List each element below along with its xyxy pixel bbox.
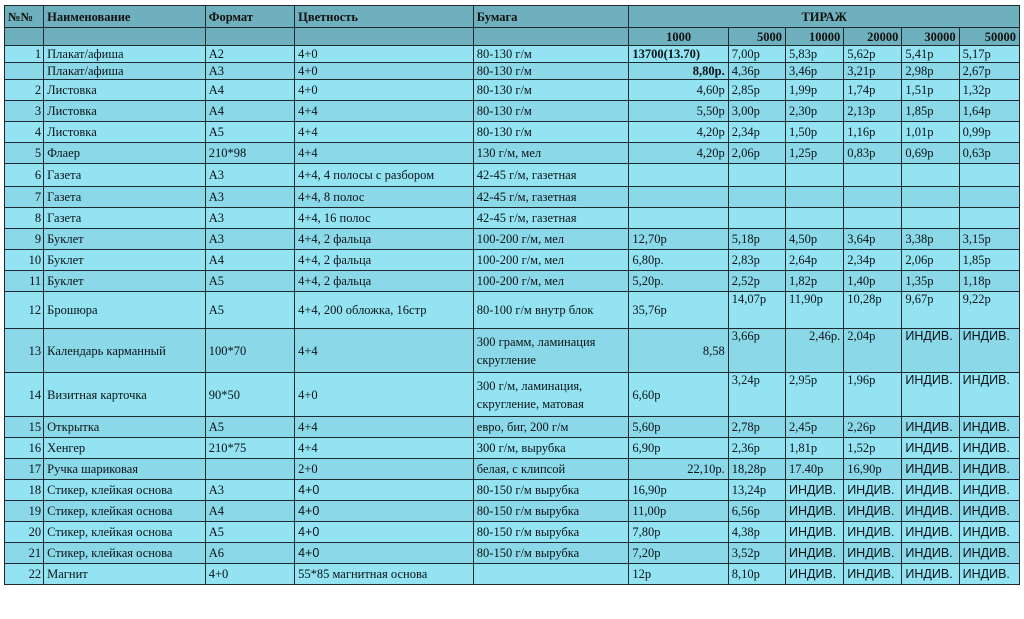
price-cell: [959, 208, 1019, 229]
price-cell: 1,32р: [959, 80, 1019, 101]
item-format: A5: [205, 271, 294, 292]
price-cell: 0,69р: [902, 143, 959, 164]
price-cell: ИНДИВ.: [959, 417, 1019, 438]
price-cell: ИНДИВ.: [959, 501, 1019, 522]
price-table-body: [5, 6, 1020, 585]
item-paper: 80-130 г/м: [473, 46, 629, 63]
table-row: [5, 229, 1020, 250]
item-paper: 80-130 г/м: [473, 101, 629, 122]
item-format: [205, 459, 294, 480]
price-cell: [728, 208, 785, 229]
price-cell: 14,07р: [728, 292, 785, 329]
table-row: [5, 417, 1020, 438]
price-cell: 3,21р: [844, 63, 902, 80]
item-paper: 100-200 г/м, мел: [473, 271, 629, 292]
item-paper: 300 грамм, ламинация скругление: [473, 329, 629, 373]
item-name: Плакат/афиша: [44, 63, 206, 80]
price-cell: 6,80р.: [629, 250, 728, 271]
price-cell: 7,20р: [629, 543, 728, 564]
price-cell: [844, 164, 902, 187]
item-color: 4+4, 16 полос: [295, 208, 474, 229]
item-format: A5: [205, 292, 294, 329]
item-format: A3: [205, 480, 294, 501]
header-blank-cell: [205, 28, 294, 46]
price-cell: 2,67р: [959, 63, 1019, 80]
price-cell: [902, 208, 959, 229]
item-format: 90*50: [205, 373, 294, 417]
row-number: 8: [5, 208, 44, 229]
table-row: [5, 80, 1020, 101]
item-paper: белая, с клипсой: [473, 459, 629, 480]
price-cell: [785, 208, 843, 229]
quantity-50000: 50000: [959, 28, 1019, 46]
price-cell: 4,36р: [728, 63, 785, 80]
table-row: [5, 564, 1020, 585]
price-cell: 10,28р: [844, 292, 902, 329]
price-cell: 12р: [629, 564, 728, 585]
price-cell: [902, 164, 959, 187]
item-color: 4+0: [295, 543, 474, 564]
item-format: 210*98: [205, 143, 294, 164]
item-format: A3: [205, 229, 294, 250]
item-paper: 80-150 г/м вырубка: [473, 501, 629, 522]
price-cell: ИНДИВ.: [902, 564, 959, 585]
row-number: 17: [5, 459, 44, 480]
price-cell: ИНДИВ.: [844, 480, 902, 501]
row-number: 7: [5, 187, 44, 208]
item-name: Флаер: [44, 143, 206, 164]
row-number: 3: [5, 101, 44, 122]
table-row: [5, 438, 1020, 459]
price-cell: 2,98р: [902, 63, 959, 80]
price-cell: 2,34р: [844, 250, 902, 271]
item-paper: 80-150 г/м вырубка: [473, 522, 629, 543]
item-color: 55*85 магнитная основа: [295, 564, 474, 585]
price-cell: 2,06р: [902, 250, 959, 271]
price-cell: [959, 187, 1019, 208]
table-row: [5, 522, 1020, 543]
table-row: [5, 250, 1020, 271]
item-paper: 42-45 г/м, газетная: [473, 164, 629, 187]
price-cell: 2,46р.: [785, 329, 843, 373]
price-cell: 16,90р: [844, 459, 902, 480]
row-number: 21: [5, 543, 44, 564]
price-cell: 2,78р: [728, 417, 785, 438]
header-color: Цветность: [295, 6, 474, 28]
price-cell: [902, 187, 959, 208]
price-cell: 2,52р: [728, 271, 785, 292]
price-cell: 4,38р: [728, 522, 785, 543]
header-blank-cell: [473, 28, 629, 46]
price-cell: 3,66р: [728, 329, 785, 373]
row-number: 12: [5, 292, 44, 329]
table-row: [5, 373, 1020, 417]
price-sheet: [4, 5, 1020, 585]
table-row: [5, 143, 1020, 164]
row-number: 9: [5, 229, 44, 250]
item-color: 4+4: [295, 101, 474, 122]
price-cell: 2,04р: [844, 329, 902, 373]
item-paper: 42-45 г/м, газетная: [473, 208, 629, 229]
table-row: [5, 329, 1020, 373]
item-color: 4+4: [295, 143, 474, 164]
price-cell: 3,46р: [785, 63, 843, 80]
price-cell: ИНДИВ.: [844, 564, 902, 585]
item-paper: 100-200 г/м, мел: [473, 229, 629, 250]
price-cell: 13700(13.70): [629, 46, 728, 63]
price-cell: 1,25р: [785, 143, 843, 164]
item-format: A4: [205, 250, 294, 271]
quantity-10000: 10000: [785, 28, 843, 46]
price-cell: 5,62р: [844, 46, 902, 63]
item-name: Газета: [44, 187, 206, 208]
item-color: 4+4: [295, 122, 474, 143]
item-color: 2+0: [295, 459, 474, 480]
row-number: 10: [5, 250, 44, 271]
row-number: 4: [5, 122, 44, 143]
row-number: 5: [5, 143, 44, 164]
price-cell: 2,45р: [785, 417, 843, 438]
item-name: Ручка шариковая: [44, 459, 206, 480]
table-row: [5, 164, 1020, 187]
price-cell: 8,58: [629, 329, 728, 373]
item-paper: евро, биг, 200 г/м: [473, 417, 629, 438]
price-cell: 2,64р: [785, 250, 843, 271]
table-row: [5, 543, 1020, 564]
item-name: Брошюра: [44, 292, 206, 329]
price-cell: 5,20р.: [629, 271, 728, 292]
price-cell: 16,90р: [629, 480, 728, 501]
price-cell: 7,80р: [629, 522, 728, 543]
price-cell: 5,83р: [785, 46, 843, 63]
price-cell: 6,56р: [728, 501, 785, 522]
price-cell: 5,41р: [902, 46, 959, 63]
table-row: [5, 459, 1020, 480]
price-cell: 17.40р: [785, 459, 843, 480]
price-cell: [844, 208, 902, 229]
price-cell: ИНДИВ.: [902, 373, 959, 417]
price-cell: 1,82р: [785, 271, 843, 292]
price-cell: 1,81р: [785, 438, 843, 459]
price-cell: ИНДИВ.: [959, 543, 1019, 564]
price-cell: 5,60р: [629, 417, 728, 438]
price-cell: 0,83р: [844, 143, 902, 164]
item-color: 4+4, 2 фальца: [295, 250, 474, 271]
price-cell: 22,10р.: [629, 459, 728, 480]
item-color: 4+0: [295, 522, 474, 543]
price-cell: [629, 164, 728, 187]
table-row: [5, 101, 1020, 122]
quantity-1000: 1000: [629, 28, 728, 46]
price-cell: 2,85р: [728, 80, 785, 101]
quantity-20000: 20000: [844, 28, 902, 46]
price-cell: 4,20р: [629, 143, 728, 164]
price-cell: 3,64р: [844, 229, 902, 250]
item-color: 4+0: [295, 63, 474, 80]
price-cell: ИНДИВ.: [902, 543, 959, 564]
header-paper: Бумага: [473, 6, 629, 28]
header-blank-cell: [5, 28, 44, 46]
quantity-5000: 5000: [728, 28, 785, 46]
price-cell: ИНДИВ.: [785, 522, 843, 543]
price-cell: ИНДИВ.: [959, 564, 1019, 585]
item-name: Газета: [44, 164, 206, 187]
item-name: Газета: [44, 208, 206, 229]
row-number: 18: [5, 480, 44, 501]
price-cell: 7,00р: [728, 46, 785, 63]
table-row: [5, 63, 1020, 80]
price-cell: 1,40р: [844, 271, 902, 292]
table-row: [5, 46, 1020, 63]
row-number: 19: [5, 501, 44, 522]
header-row: [5, 6, 1020, 28]
price-cell: 1,51р: [902, 80, 959, 101]
item-format: A3: [205, 208, 294, 229]
price-cell: ИНДИВ.: [844, 522, 902, 543]
header-blank-cell: [295, 28, 474, 46]
price-cell: 18,28р: [728, 459, 785, 480]
price-cell: ИНДИВ.: [844, 501, 902, 522]
item-color: 4+4: [295, 329, 474, 373]
price-cell: ИНДИВ.: [844, 543, 902, 564]
price-cell: ИНДИВ.: [959, 438, 1019, 459]
price-cell: [844, 187, 902, 208]
row-number: 20: [5, 522, 44, 543]
item-format: 100*70: [205, 329, 294, 373]
item-format: A5: [205, 417, 294, 438]
item-format: A6: [205, 543, 294, 564]
item-paper: [473, 564, 629, 585]
price-cell: 1,35р: [902, 271, 959, 292]
price-cell: [728, 164, 785, 187]
price-cell: ИНДИВ.: [785, 564, 843, 585]
header-tirazh: ТИРАЖ: [629, 6, 1020, 28]
item-format: A3: [205, 63, 294, 80]
item-color: 4+4: [295, 417, 474, 438]
price-cell: 1,85р: [902, 101, 959, 122]
price-cell: 3,38р: [902, 229, 959, 250]
price-cell: 1,01р: [902, 122, 959, 143]
price-cell: 2,83р: [728, 250, 785, 271]
price-cell: 6,90р: [629, 438, 728, 459]
price-cell: ИНДИВ.: [959, 373, 1019, 417]
price-cell: 11,90р: [785, 292, 843, 329]
item-format: A4: [205, 501, 294, 522]
price-cell: ИНДИВ.: [902, 459, 959, 480]
item-format: A5: [205, 122, 294, 143]
item-name: Стикер, клейкая основа: [44, 522, 206, 543]
item-name: Буклет: [44, 229, 206, 250]
row-number: 6: [5, 164, 44, 187]
item-format: A2: [205, 46, 294, 63]
price-cell: ИНДИВ.: [959, 480, 1019, 501]
item-paper: 80-100 г/м внутр блок: [473, 292, 629, 329]
price-cell: 8,80р.: [629, 63, 728, 80]
item-paper: 80-130 г/м: [473, 122, 629, 143]
item-color: 4+4, 2 фальца: [295, 229, 474, 250]
item-color: 4+0: [295, 480, 474, 501]
item-color: 4+4, 4 полосы с разбором: [295, 164, 474, 187]
price-cell: ИНДИВ.: [902, 329, 959, 373]
price-cell: 1,85р: [959, 250, 1019, 271]
header-format: Формат: [205, 6, 294, 28]
item-color: 4+0: [295, 80, 474, 101]
header-name: Наименование: [44, 6, 206, 28]
item-name: Плакат/афиша: [44, 46, 206, 63]
item-name: Стикер, клейкая основа: [44, 480, 206, 501]
price-cell: 9,22р: [959, 292, 1019, 329]
row-number: 16: [5, 438, 44, 459]
row-number: 13: [5, 329, 44, 373]
item-name: Буклет: [44, 271, 206, 292]
price-cell: [728, 187, 785, 208]
price-cell: 1,74р: [844, 80, 902, 101]
price-cell: [785, 187, 843, 208]
price-cell: 3,00р: [728, 101, 785, 122]
price-cell: 0,99р: [959, 122, 1019, 143]
price-cell: ИНДИВ.: [785, 501, 843, 522]
price-cell: [629, 187, 728, 208]
item-paper: 300 г/м, вырубка: [473, 438, 629, 459]
price-cell: 8,10р: [728, 564, 785, 585]
item-name: Листовка: [44, 80, 206, 101]
price-cell: 9,67р: [902, 292, 959, 329]
item-name: Календарь карманный: [44, 329, 206, 373]
item-format: 4+0: [205, 564, 294, 585]
table-row: [5, 208, 1020, 229]
price-cell: ИНДИВ.: [902, 480, 959, 501]
price-cell: 2,06р: [728, 143, 785, 164]
item-name: Листовка: [44, 122, 206, 143]
table-row: [5, 480, 1020, 501]
item-format: A3: [205, 164, 294, 187]
price-cell: 1,50р: [785, 122, 843, 143]
item-paper: 300 г/м, ламинация, скругление, матовая: [473, 373, 629, 417]
item-color: 4+0: [295, 501, 474, 522]
price-cell: ИНДИВ.: [785, 543, 843, 564]
item-paper: 80-130 г/м: [473, 80, 629, 101]
price-cell: 2,34р: [728, 122, 785, 143]
price-cell: 4,20р: [629, 122, 728, 143]
price-cell: 35,76р: [629, 292, 728, 329]
price-cell: 11,00р: [629, 501, 728, 522]
item-paper: 80-130 г/м: [473, 63, 629, 80]
table-row: [5, 122, 1020, 143]
price-cell: ИНДИВ.: [902, 522, 959, 543]
price-cell: 1,16р: [844, 122, 902, 143]
row-number: 22: [5, 564, 44, 585]
price-cell: 0,63р: [959, 143, 1019, 164]
price-cell: 3,52р: [728, 543, 785, 564]
row-number: 1: [5, 46, 44, 63]
price-cell: 1,64р: [959, 101, 1019, 122]
item-name: Хенгер: [44, 438, 206, 459]
item-color: 4+0: [295, 46, 474, 63]
price-cell: 13,24р: [728, 480, 785, 501]
price-cell: ИНДИВ.: [959, 459, 1019, 480]
header-num: №№: [5, 6, 44, 28]
item-paper: 80-150 г/м вырубка: [473, 480, 629, 501]
item-paper: 42-45 г/м, газетная: [473, 187, 629, 208]
price-cell: 1,18р: [959, 271, 1019, 292]
price-cell: ИНДИВ.: [785, 480, 843, 501]
price-cell: [629, 208, 728, 229]
item-paper: 130 г/м, мел: [473, 143, 629, 164]
table-row: [5, 292, 1020, 329]
price-cell: ИНДИВ.: [959, 522, 1019, 543]
item-color: 4+0: [295, 373, 474, 417]
price-cell: [959, 164, 1019, 187]
item-name: Открытка: [44, 417, 206, 438]
quantity-header-row: [5, 28, 1020, 46]
price-cell: 2,95р: [785, 373, 843, 417]
price-cell: 5,50р: [629, 101, 728, 122]
item-name: Стикер, клейкая основа: [44, 543, 206, 564]
table-row: [5, 271, 1020, 292]
price-cell: 4,50р: [785, 229, 843, 250]
item-color: 4+4, 2 фальца: [295, 271, 474, 292]
price-cell: ИНДИВ.: [902, 417, 959, 438]
item-paper: 80-150 г/м вырубка: [473, 543, 629, 564]
item-format: A5: [205, 522, 294, 543]
price-cell: 2,30р: [785, 101, 843, 122]
table-row: [5, 187, 1020, 208]
price-cell: 6,60р: [629, 373, 728, 417]
item-name: Визитная карточка: [44, 373, 206, 417]
item-name: Магнит: [44, 564, 206, 585]
price-cell: 3,24р: [728, 373, 785, 417]
price-cell: 5,17р: [959, 46, 1019, 63]
price-cell: 3,15р: [959, 229, 1019, 250]
row-number: 15: [5, 417, 44, 438]
item-paper: 100-200 г/м, мел: [473, 250, 629, 271]
price-cell: 2,26р: [844, 417, 902, 438]
price-cell: 5,18р: [728, 229, 785, 250]
price-table: [4, 5, 1020, 585]
item-color: 4+4, 200 обложка, 16стр: [295, 292, 474, 329]
item-format: A4: [205, 101, 294, 122]
row-number: [5, 63, 44, 80]
item-color: 4+4: [295, 438, 474, 459]
row-number: 2: [5, 80, 44, 101]
item-name: Стикер, клейкая основа: [44, 501, 206, 522]
price-cell: ИНДИВ.: [902, 501, 959, 522]
quantity-30000: 30000: [902, 28, 959, 46]
price-cell: 2,36р: [728, 438, 785, 459]
price-cell: 2,13р: [844, 101, 902, 122]
price-cell: 1,99р: [785, 80, 843, 101]
item-name: Листовка: [44, 101, 206, 122]
price-cell: [785, 164, 843, 187]
header-blank-cell: [44, 28, 206, 46]
price-cell: 1,96р: [844, 373, 902, 417]
item-format: 210*75: [205, 438, 294, 459]
item-name: Буклет: [44, 250, 206, 271]
price-cell: ИНДИВ.: [902, 438, 959, 459]
table-row: [5, 501, 1020, 522]
price-cell: 4,60р: [629, 80, 728, 101]
price-cell: ИНДИВ.: [959, 329, 1019, 373]
item-format: A4: [205, 80, 294, 101]
row-number: 14: [5, 373, 44, 417]
row-number: 11: [5, 271, 44, 292]
item-color: 4+4, 8 полос: [295, 187, 474, 208]
price-cell: 12,70р: [629, 229, 728, 250]
item-format: A3: [205, 187, 294, 208]
price-cell: 1,52р: [844, 438, 902, 459]
